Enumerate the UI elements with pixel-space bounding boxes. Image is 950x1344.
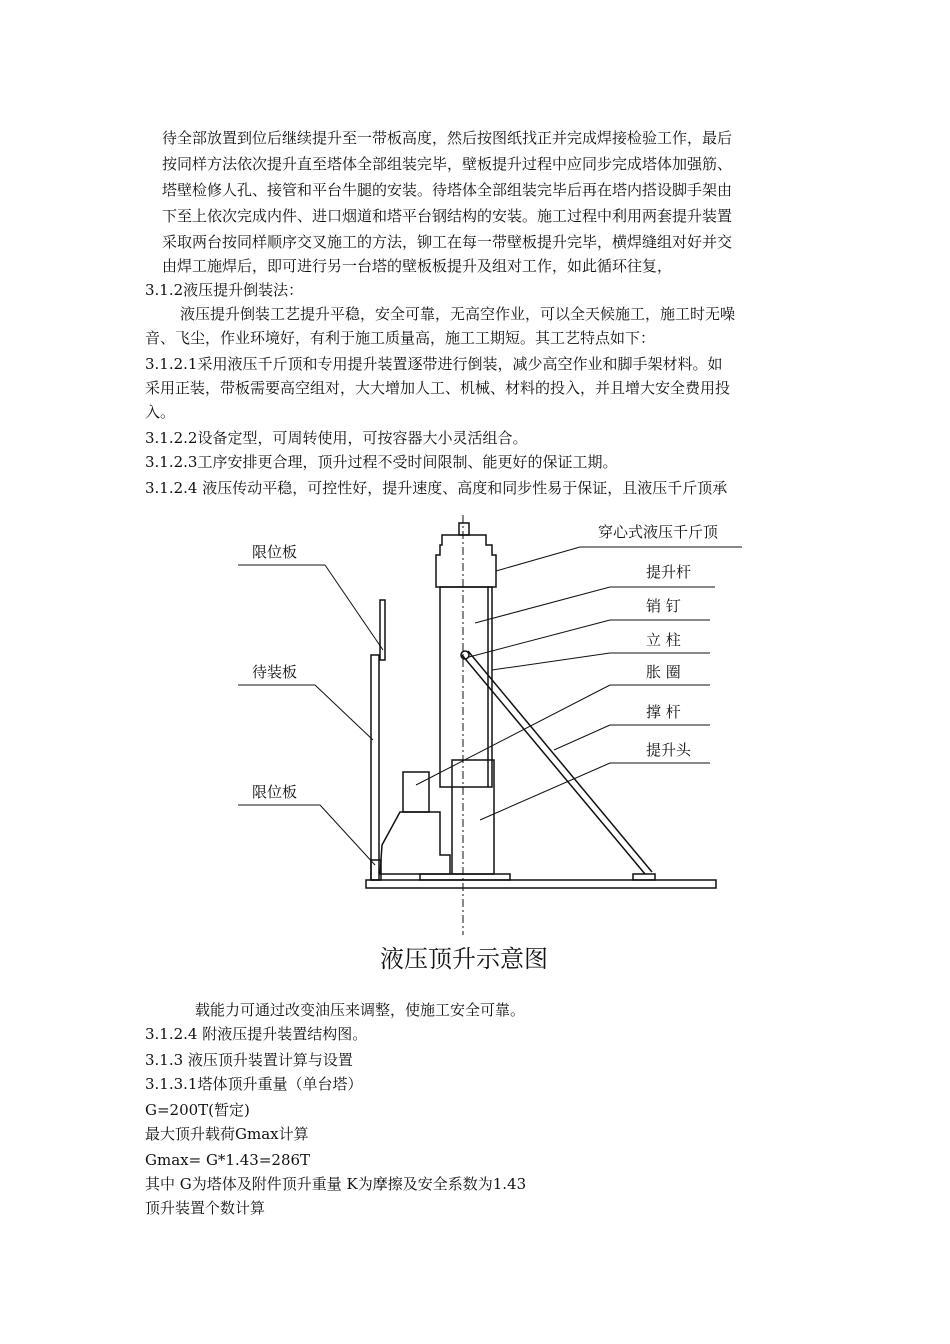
- pending-plate: [371, 655, 379, 880]
- text-line: 采用正装，带板需要高空组对，大大增加人工、机械、材料的投入，并且增大安全费用投: [145, 379, 731, 397]
- text-line: 液压提升倒装工艺提升平稳，安全可靠，无高空作业，可以全天候施工，施工时无噪: [180, 305, 736, 323]
- strut-foot: [633, 874, 655, 880]
- text-line: 待全部放置到位后继续提升至一带板高度，然后按图纸找正并完成焊接检验工作，最后: [162, 129, 733, 147]
- text-line: 3.1.2.4 附液压提升装置结构图。: [145, 1025, 368, 1043]
- label-limit-plate-top: 限位板: [252, 543, 298, 561]
- text-line: 3.1.3.1塔体顶升重量（单台塔）: [145, 1075, 363, 1093]
- strut-edge: [468, 651, 652, 872]
- column: [440, 587, 492, 787]
- text-line: 载能力可通过改变油压来调整，使施工安全可靠。: [195, 1001, 526, 1019]
- lift-rod-top: [459, 523, 469, 535]
- text-line: 3.1.2.3工序安排更合理，顶升过程不受时间限制、能更好的保证工期。: [145, 453, 618, 471]
- strut: [462, 655, 645, 874]
- text-line: 入。: [145, 403, 176, 421]
- hydraulic-lift-diagram: [230, 505, 760, 985]
- diagram-svg: [230, 505, 760, 985]
- label-jack: 穿心式液压千斤顶: [598, 523, 719, 541]
- label-pending-plate: 待装板: [252, 663, 298, 681]
- text-line: 由焊工施焊后，即可进行另一台塔的壁板板提升及组对工作，如此循环往复，: [162, 257, 673, 275]
- section-heading: 3.1.2液压提升倒装法：: [145, 281, 304, 299]
- text-line: 3.1.2.1采用液压千斤顶和专用提升装置逐带进行倒装，减少高空作业和脚手架材料。如: [145, 355, 723, 373]
- text-line: 按同样方法依次提升直至塔体全部组装完毕，壁板提升过程中应同步完成塔体加强筋、: [162, 155, 733, 173]
- label-lift-rod: 提升杆: [646, 563, 692, 581]
- expansion-ring: [403, 772, 429, 812]
- label-expansion-ring: 胀 圈: [646, 663, 681, 681]
- limit-plate-top: [380, 600, 385, 660]
- text-line: 最大顶升载荷Gmax计算: [145, 1125, 309, 1143]
- section-heading: 3.1.3 液压顶升装置计算与设置: [145, 1051, 353, 1069]
- hydraulic-jack: [436, 535, 496, 587]
- text-line: 采取两台按同样顺序交叉施工的方法，铆工在每一带壁板提升完毕，横焊缝组对好并交: [162, 233, 733, 251]
- label-pin: 销 钉: [646, 597, 681, 615]
- text-line: 3.1.2.4 液压传动平稳，可控性好，提升速度、高度和同步性易于保证，且液压千斤顶承: [145, 479, 728, 497]
- formula: Gmax= G*1.43=286T: [145, 1151, 311, 1169]
- text-line: 塔壁检修人孔、接管和平台牛腿的安装。待塔体全部组装完毕后再在塔内搭设脚手架由: [162, 181, 733, 199]
- text-line: 顶升装置个数计算: [145, 1199, 266, 1217]
- text-line: 音、飞尘，作业环境好，有利于施工质量高，施工工期短。其工艺特点如下：: [145, 329, 656, 347]
- text-line: 下至上依次完成内件、进口烟道和塔平台钢结构的安装。施工过程中利用两套提升装置: [162, 207, 733, 225]
- label-strut: 撑 杆: [646, 703, 681, 721]
- bracket: [380, 812, 450, 874]
- label-lifting-head: 提升头: [646, 741, 692, 759]
- label-limit-plate-bottom: 限位板: [252, 783, 298, 801]
- base-plate: [366, 880, 716, 888]
- text-line: G=200T(暂定): [145, 1101, 250, 1119]
- text-line: 其中 G为塔体及附件顶升重量 K为摩擦及安全系数为1.43: [145, 1175, 527, 1193]
- label-column: 立 柱: [646, 631, 681, 649]
- figure-caption: 液压顶升示意图: [380, 945, 548, 973]
- base-pad: [420, 874, 510, 880]
- text-line: 3.1.2.2设备定型，可周转使用，可按容器大小灵活组合。: [145, 429, 528, 447]
